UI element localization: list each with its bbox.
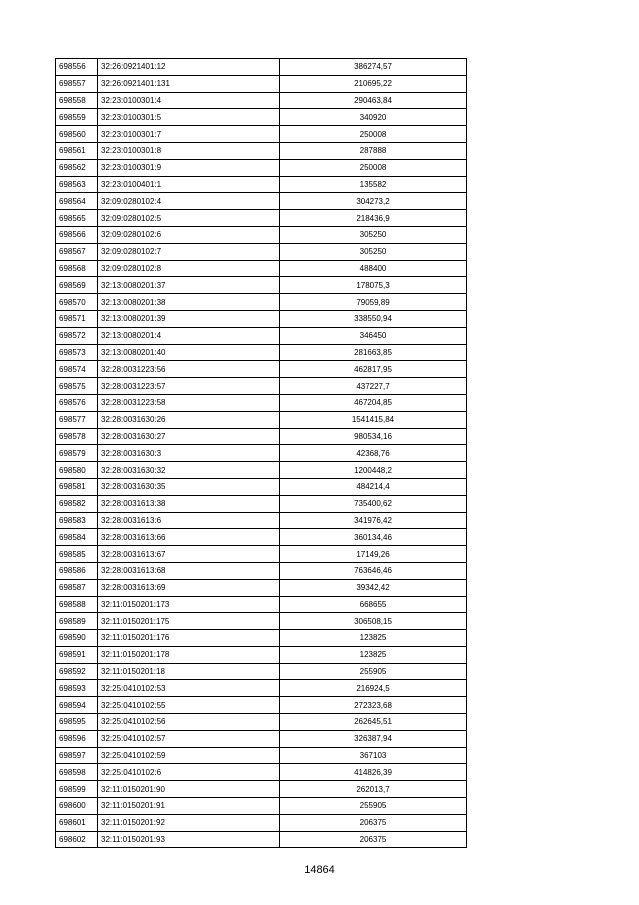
cadastral-number-cell: 32:11:0150201:176 — [98, 630, 280, 647]
register-table-body — [56, 59, 467, 848]
value-cell: 346450 — [280, 327, 467, 344]
cadastral-number-cell: 32:11:0150201:173 — [98, 596, 280, 613]
row-number-cell: 698557 — [56, 75, 98, 92]
cadastral-number-cell: 32:09:0280102:8 — [98, 260, 280, 277]
value-cell: 668655 — [280, 596, 467, 613]
cadastral-number-cell: 32:28:0031630:32 — [98, 462, 280, 479]
row-number-cell: 698556 — [56, 59, 98, 76]
table-row — [56, 193, 467, 210]
cadastral-number-cell: 32:23:0100301:7 — [98, 126, 280, 143]
cadastral-number-cell: 32:11:0150201:92 — [98, 814, 280, 831]
table-row — [56, 831, 467, 848]
cadastral-number-cell: 32:13:0080201:37 — [98, 277, 280, 294]
cadastral-number-cell: 32:28:0031630:35 — [98, 478, 280, 495]
cadastral-number-cell: 32:11:0150201:90 — [98, 781, 280, 798]
cadastral-number-cell: 32:25:0410102:56 — [98, 714, 280, 731]
cadastral-number-cell: 32:09:0280102:7 — [98, 243, 280, 260]
table-row — [56, 210, 467, 227]
value-cell: 980534,16 — [280, 428, 467, 445]
table-row — [56, 126, 467, 143]
value-cell: 216924,5 — [280, 680, 467, 697]
table-row — [56, 781, 467, 798]
row-number-cell: 698558 — [56, 92, 98, 109]
cadastral-number-cell: 32:13:0080201:40 — [98, 344, 280, 361]
cadastral-number-cell: 32:25:0410102:55 — [98, 697, 280, 714]
cadastral-number-cell: 32:13:0080201:39 — [98, 310, 280, 327]
cadastral-number-cell: 32:09:0280102:4 — [98, 193, 280, 210]
table-row — [56, 697, 467, 714]
table-row — [56, 663, 467, 680]
cadastral-number-cell: 32:13:0080201:4 — [98, 327, 280, 344]
value-cell: 326387,94 — [280, 730, 467, 747]
row-number-cell: 698568 — [56, 260, 98, 277]
row-number-cell: 698595 — [56, 714, 98, 731]
table-row — [56, 260, 467, 277]
row-number-cell: 698584 — [56, 529, 98, 546]
cadastral-number-cell: 32:11:0150201:91 — [98, 798, 280, 815]
value-cell: 360134,46 — [280, 529, 467, 546]
row-number-cell: 698577 — [56, 411, 98, 428]
row-number-cell: 698594 — [56, 697, 98, 714]
table-row — [56, 75, 467, 92]
table-row — [56, 445, 467, 462]
cadastral-number-cell: 32:23:0100301:4 — [98, 92, 280, 109]
cadastral-number-cell: 32:28:0031613:66 — [98, 529, 280, 546]
row-number-cell: 698575 — [56, 378, 98, 395]
row-number-cell: 698601 — [56, 814, 98, 831]
cadastral-number-cell: 32:28:0031630:27 — [98, 428, 280, 445]
value-cell: 462817,95 — [280, 361, 467, 378]
cadastral-number-cell: 32:09:0280102:5 — [98, 210, 280, 227]
value-cell: 306508,15 — [280, 613, 467, 630]
row-number-cell: 698571 — [56, 310, 98, 327]
value-cell: 262013,7 — [280, 781, 467, 798]
row-number-cell: 698600 — [56, 798, 98, 815]
value-cell: 255905 — [280, 798, 467, 815]
table-row — [56, 226, 467, 243]
table-row — [56, 747, 467, 764]
cadastral-number-cell: 32:28:0031223:58 — [98, 394, 280, 411]
value-cell: 304273,2 — [280, 193, 467, 210]
cadastral-number-cell: 32:11:0150201:93 — [98, 831, 280, 848]
cadastral-number-cell: 32:25:0410102:57 — [98, 730, 280, 747]
table-row — [56, 613, 467, 630]
cadastral-number-cell: 32:23:0100301:8 — [98, 142, 280, 159]
table-row — [56, 361, 467, 378]
value-cell: 281663,85 — [280, 344, 467, 361]
value-cell: 305250 — [280, 243, 467, 260]
value-cell: 1200448,2 — [280, 462, 467, 479]
value-cell: 250008 — [280, 126, 467, 143]
table-row — [56, 59, 467, 76]
value-cell: 484214,4 — [280, 478, 467, 495]
value-cell: 386274,57 — [280, 59, 467, 76]
value-cell: 17149,26 — [280, 546, 467, 563]
cadastral-number-cell: 32:28:0031613:69 — [98, 579, 280, 596]
table-row — [56, 529, 467, 546]
row-number-cell: 698559 — [56, 109, 98, 126]
row-number-cell: 698590 — [56, 630, 98, 647]
value-cell: 206375 — [280, 831, 467, 848]
table-row — [56, 764, 467, 781]
table-row — [56, 109, 467, 126]
row-number-cell: 698580 — [56, 462, 98, 479]
table-row — [56, 176, 467, 193]
row-number-cell: 698587 — [56, 579, 98, 596]
row-number-cell: 698563 — [56, 176, 98, 193]
cadastral-number-cell: 32:28:0031613:6 — [98, 512, 280, 529]
table-row — [56, 596, 467, 613]
cadastral-number-cell: 32:11:0150201:175 — [98, 613, 280, 630]
row-number-cell: 698574 — [56, 361, 98, 378]
table-row — [56, 579, 467, 596]
cadastral-number-cell: 32:23:0100401:1 — [98, 176, 280, 193]
row-number-cell: 698579 — [56, 445, 98, 462]
cadastral-number-cell: 32:28:0031223:56 — [98, 361, 280, 378]
row-number-cell: 698588 — [56, 596, 98, 613]
cadastral-number-cell: 32:26:0921401:12 — [98, 59, 280, 76]
table-row — [56, 310, 467, 327]
value-cell: 178075,3 — [280, 277, 467, 294]
row-number-cell: 698564 — [56, 193, 98, 210]
cadastral-number-cell: 32:28:0031613:38 — [98, 495, 280, 512]
row-number-cell: 698570 — [56, 294, 98, 311]
value-cell: 250008 — [280, 159, 467, 176]
cadastral-number-cell: 32:28:0031613:67 — [98, 546, 280, 563]
table-row — [56, 243, 467, 260]
row-number-cell: 698562 — [56, 159, 98, 176]
row-number-cell: 698583 — [56, 512, 98, 529]
cadastral-number-cell: 32:28:0031613:68 — [98, 562, 280, 579]
value-cell: 467204,85 — [280, 394, 467, 411]
value-cell: 341976,42 — [280, 512, 467, 529]
table-row — [56, 428, 467, 445]
row-number-cell: 698586 — [56, 562, 98, 579]
cadastral-number-cell: 32:23:0100301:5 — [98, 109, 280, 126]
row-number-cell: 698578 — [56, 428, 98, 445]
table-row — [56, 714, 467, 731]
table-row — [56, 394, 467, 411]
row-number-cell: 698567 — [56, 243, 98, 260]
table-row — [56, 277, 467, 294]
cadastral-number-cell: 32:25:0410102:53 — [98, 680, 280, 697]
table-row — [56, 462, 467, 479]
value-cell: 287888 — [280, 142, 467, 159]
value-cell: 414826,39 — [280, 764, 467, 781]
table-row — [56, 294, 467, 311]
cadastral-number-cell: 32:26:0921401:131 — [98, 75, 280, 92]
cadastral-number-cell: 32:25:0410102:6 — [98, 764, 280, 781]
value-cell: 218436,9 — [280, 210, 467, 227]
row-number-cell: 698582 — [56, 495, 98, 512]
row-number-cell: 698566 — [56, 226, 98, 243]
cadastral-number-cell: 32:09:0280102:6 — [98, 226, 280, 243]
value-cell: 367103 — [280, 747, 467, 764]
value-cell: 340920 — [280, 109, 467, 126]
value-cell: 1541415,84 — [280, 411, 467, 428]
page-number: 14864 — [304, 864, 335, 876]
table-row — [56, 159, 467, 176]
cadastral-number-cell: 32:28:0031630:3 — [98, 445, 280, 462]
cadastral-number-cell: 32:28:0031630:26 — [98, 411, 280, 428]
value-cell: 272323,68 — [280, 697, 467, 714]
table-row — [56, 646, 467, 663]
row-number-cell: 698592 — [56, 663, 98, 680]
table-row — [56, 814, 467, 831]
table-row — [56, 730, 467, 747]
row-number-cell: 698569 — [56, 277, 98, 294]
table-row — [56, 327, 467, 344]
cadastral-number-cell: 32:25:0410102:59 — [98, 747, 280, 764]
row-number-cell: 698576 — [56, 394, 98, 411]
table-row — [56, 562, 467, 579]
cadastral-number-cell: 32:23:0100301:9 — [98, 159, 280, 176]
row-number-cell: 698599 — [56, 781, 98, 798]
table-row — [56, 546, 467, 563]
value-cell: 79059,89 — [280, 294, 467, 311]
value-cell: 206375 — [280, 814, 467, 831]
row-number-cell: 698560 — [56, 126, 98, 143]
row-number-cell: 698573 — [56, 344, 98, 361]
table-row — [56, 680, 467, 697]
value-cell: 763646,46 — [280, 562, 467, 579]
row-number-cell: 698572 — [56, 327, 98, 344]
row-number-cell: 698561 — [56, 142, 98, 159]
cadastral-number-cell: 32:11:0150201:18 — [98, 663, 280, 680]
value-cell: 437227,7 — [280, 378, 467, 395]
row-number-cell: 698565 — [56, 210, 98, 227]
value-cell: 735400,62 — [280, 495, 467, 512]
table-row — [56, 798, 467, 815]
table-row — [56, 411, 467, 428]
table-row — [56, 512, 467, 529]
row-number-cell: 698581 — [56, 478, 98, 495]
table-row — [56, 142, 467, 159]
register-table — [55, 58, 467, 848]
value-cell: 39342,42 — [280, 579, 467, 596]
value-cell: 123825 — [280, 630, 467, 647]
value-cell: 488400 — [280, 260, 467, 277]
table-row — [56, 378, 467, 395]
cadastral-number-cell: 32:13:0080201:38 — [98, 294, 280, 311]
row-number-cell: 698589 — [56, 613, 98, 630]
table-row — [56, 344, 467, 361]
table-row — [56, 92, 467, 109]
value-cell: 210695,22 — [280, 75, 467, 92]
row-number-cell: 698593 — [56, 680, 98, 697]
row-number-cell: 698591 — [56, 646, 98, 663]
row-number-cell: 698585 — [56, 546, 98, 563]
row-number-cell: 698598 — [56, 764, 98, 781]
row-number-cell: 698596 — [56, 730, 98, 747]
value-cell: 305250 — [280, 226, 467, 243]
value-cell: 255905 — [280, 663, 467, 680]
value-cell: 338550,94 — [280, 310, 467, 327]
table-row — [56, 495, 467, 512]
row-number-cell: 698597 — [56, 747, 98, 764]
table-row — [56, 478, 467, 495]
value-cell: 262645,51 — [280, 714, 467, 731]
table-row — [56, 630, 467, 647]
row-number-cell: 698602 — [56, 831, 98, 848]
value-cell: 290463,84 — [280, 92, 467, 109]
value-cell: 42368,76 — [280, 445, 467, 462]
cadastral-number-cell: 32:11:0150201:178 — [98, 646, 280, 663]
value-cell: 123825 — [280, 646, 467, 663]
cadastral-number-cell: 32:28:0031223:57 — [98, 378, 280, 395]
value-cell: 135582 — [280, 176, 467, 193]
